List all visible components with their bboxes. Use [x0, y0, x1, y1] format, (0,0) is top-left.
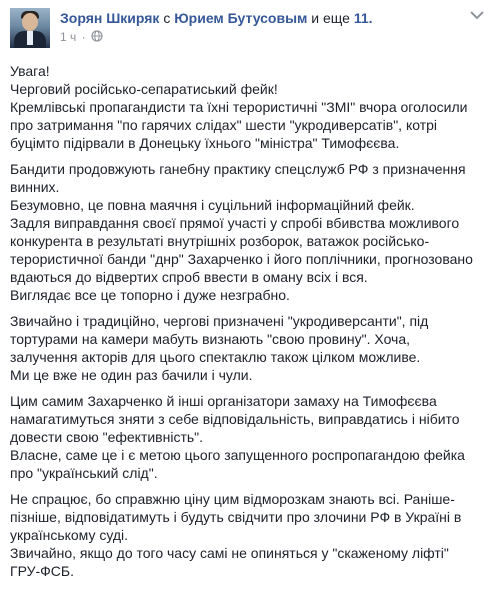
post-text-line: вдаються до відвертих спроб ввести в оману всіх і вся. — [10, 269, 368, 285]
post-paragraph — [10, 62, 490, 152]
post-text-line: Власне, саме це і є метою цього запущенного роспропагандою фейка — [10, 447, 465, 463]
post-text-line: конкурента в результаті внутрішніх розборок, ватажок російсько- — [10, 233, 430, 249]
post-paragraph — [10, 490, 490, 580]
post-meta — [60, 30, 103, 44]
post-text-line: про затримання "по гарячих слідах" шести "укродиверсатів", котрі — [10, 117, 438, 133]
post-text-line: залучення акторів для цього спектаклю також цілком можливе. — [10, 349, 421, 365]
post-text-line: Безумовно, це повна маячня і суцільний інформаційний фейк. — [10, 197, 415, 213]
post-text-line: намагатимуться зняти з себе відповідальність, виправдатись і нібито — [10, 411, 460, 427]
globe-icon[interactable] — [91, 30, 103, 42]
with-word: с — [163, 10, 171, 26]
post-text-line: терористичної банди "днр" Захарченко і його поплічники, прогнозовано — [10, 251, 473, 267]
post-text-line: про "український слід". — [10, 465, 158, 481]
post-text-line: Звичайно і традиційно, чергові призначені "укродиверсанти", під — [10, 313, 429, 329]
post-text-line: винних. — [10, 179, 60, 195]
author-line — [60, 10, 373, 26]
post-body — [10, 62, 490, 588]
post-paragraph — [10, 392, 490, 482]
chevron-down-icon[interactable] — [470, 10, 484, 20]
post-text-line: пізніше, відповідатимуть і будуть свідчити про злочини РФ в Україні в — [10, 509, 462, 525]
post-text-line: ГРУ-ФСБ. — [10, 563, 74, 579]
post-text-line: Кремлівські пропагандисти та їхні терористичні "ЗМІ" вчора оголосили — [10, 99, 468, 115]
post-paragraph — [10, 160, 490, 304]
author-name-link[interactable]: Зорян Шкиряк — [60, 10, 160, 26]
post-text-line: Виглядає все це топорно і дуже незграбно. — [10, 287, 290, 303]
post-text-line: Задля виправдання своєї прямої участі у спробі вбивства можливого — [10, 215, 460, 231]
post-text-line: довести свою "ефективність". — [10, 429, 204, 445]
post-text-line: тортурами на камери мабуть визнають "свою провину". Хоча, — [10, 331, 411, 347]
post-text-line: Черговий російсько-сепаратиський фейк! — [10, 81, 278, 97]
meta-separator: · — [81, 30, 86, 44]
post-paragraph — [10, 312, 490, 384]
post-text-line: Ми це вже не один раз бачили і чули. — [10, 367, 253, 383]
tagged-person-link[interactable]: Юрием Бутусовым — [174, 10, 308, 26]
post-timestamp[interactable]: 1 ч — [60, 30, 77, 44]
post-text-line: Увага! — [10, 63, 50, 79]
others-count-link[interactable]: 11. — [353, 10, 373, 26]
post-text-line: Цим самим Захарченко й інші організатори замаху на Тимофєєва — [10, 393, 437, 409]
post-text-line: українському суді. — [10, 527, 129, 543]
author-avatar[interactable] — [10, 8, 50, 48]
post-text-line: Бандити продовжують ганебну практику спецслужб РФ з призначення — [10, 161, 466, 177]
post-text-line: буцімто підірвали в Донецьку їхнього "міністра" Тимофєєва. — [10, 135, 400, 151]
and-word: и еще — [311, 10, 350, 26]
post-text-line: Не спрацює, бо справжню ціну цим відморозкам знають всі. Раніше- — [10, 491, 455, 507]
post-text-line: Звичайно, якщо до того часу самі не опиняться у "скаженому ліфті" — [10, 545, 449, 561]
